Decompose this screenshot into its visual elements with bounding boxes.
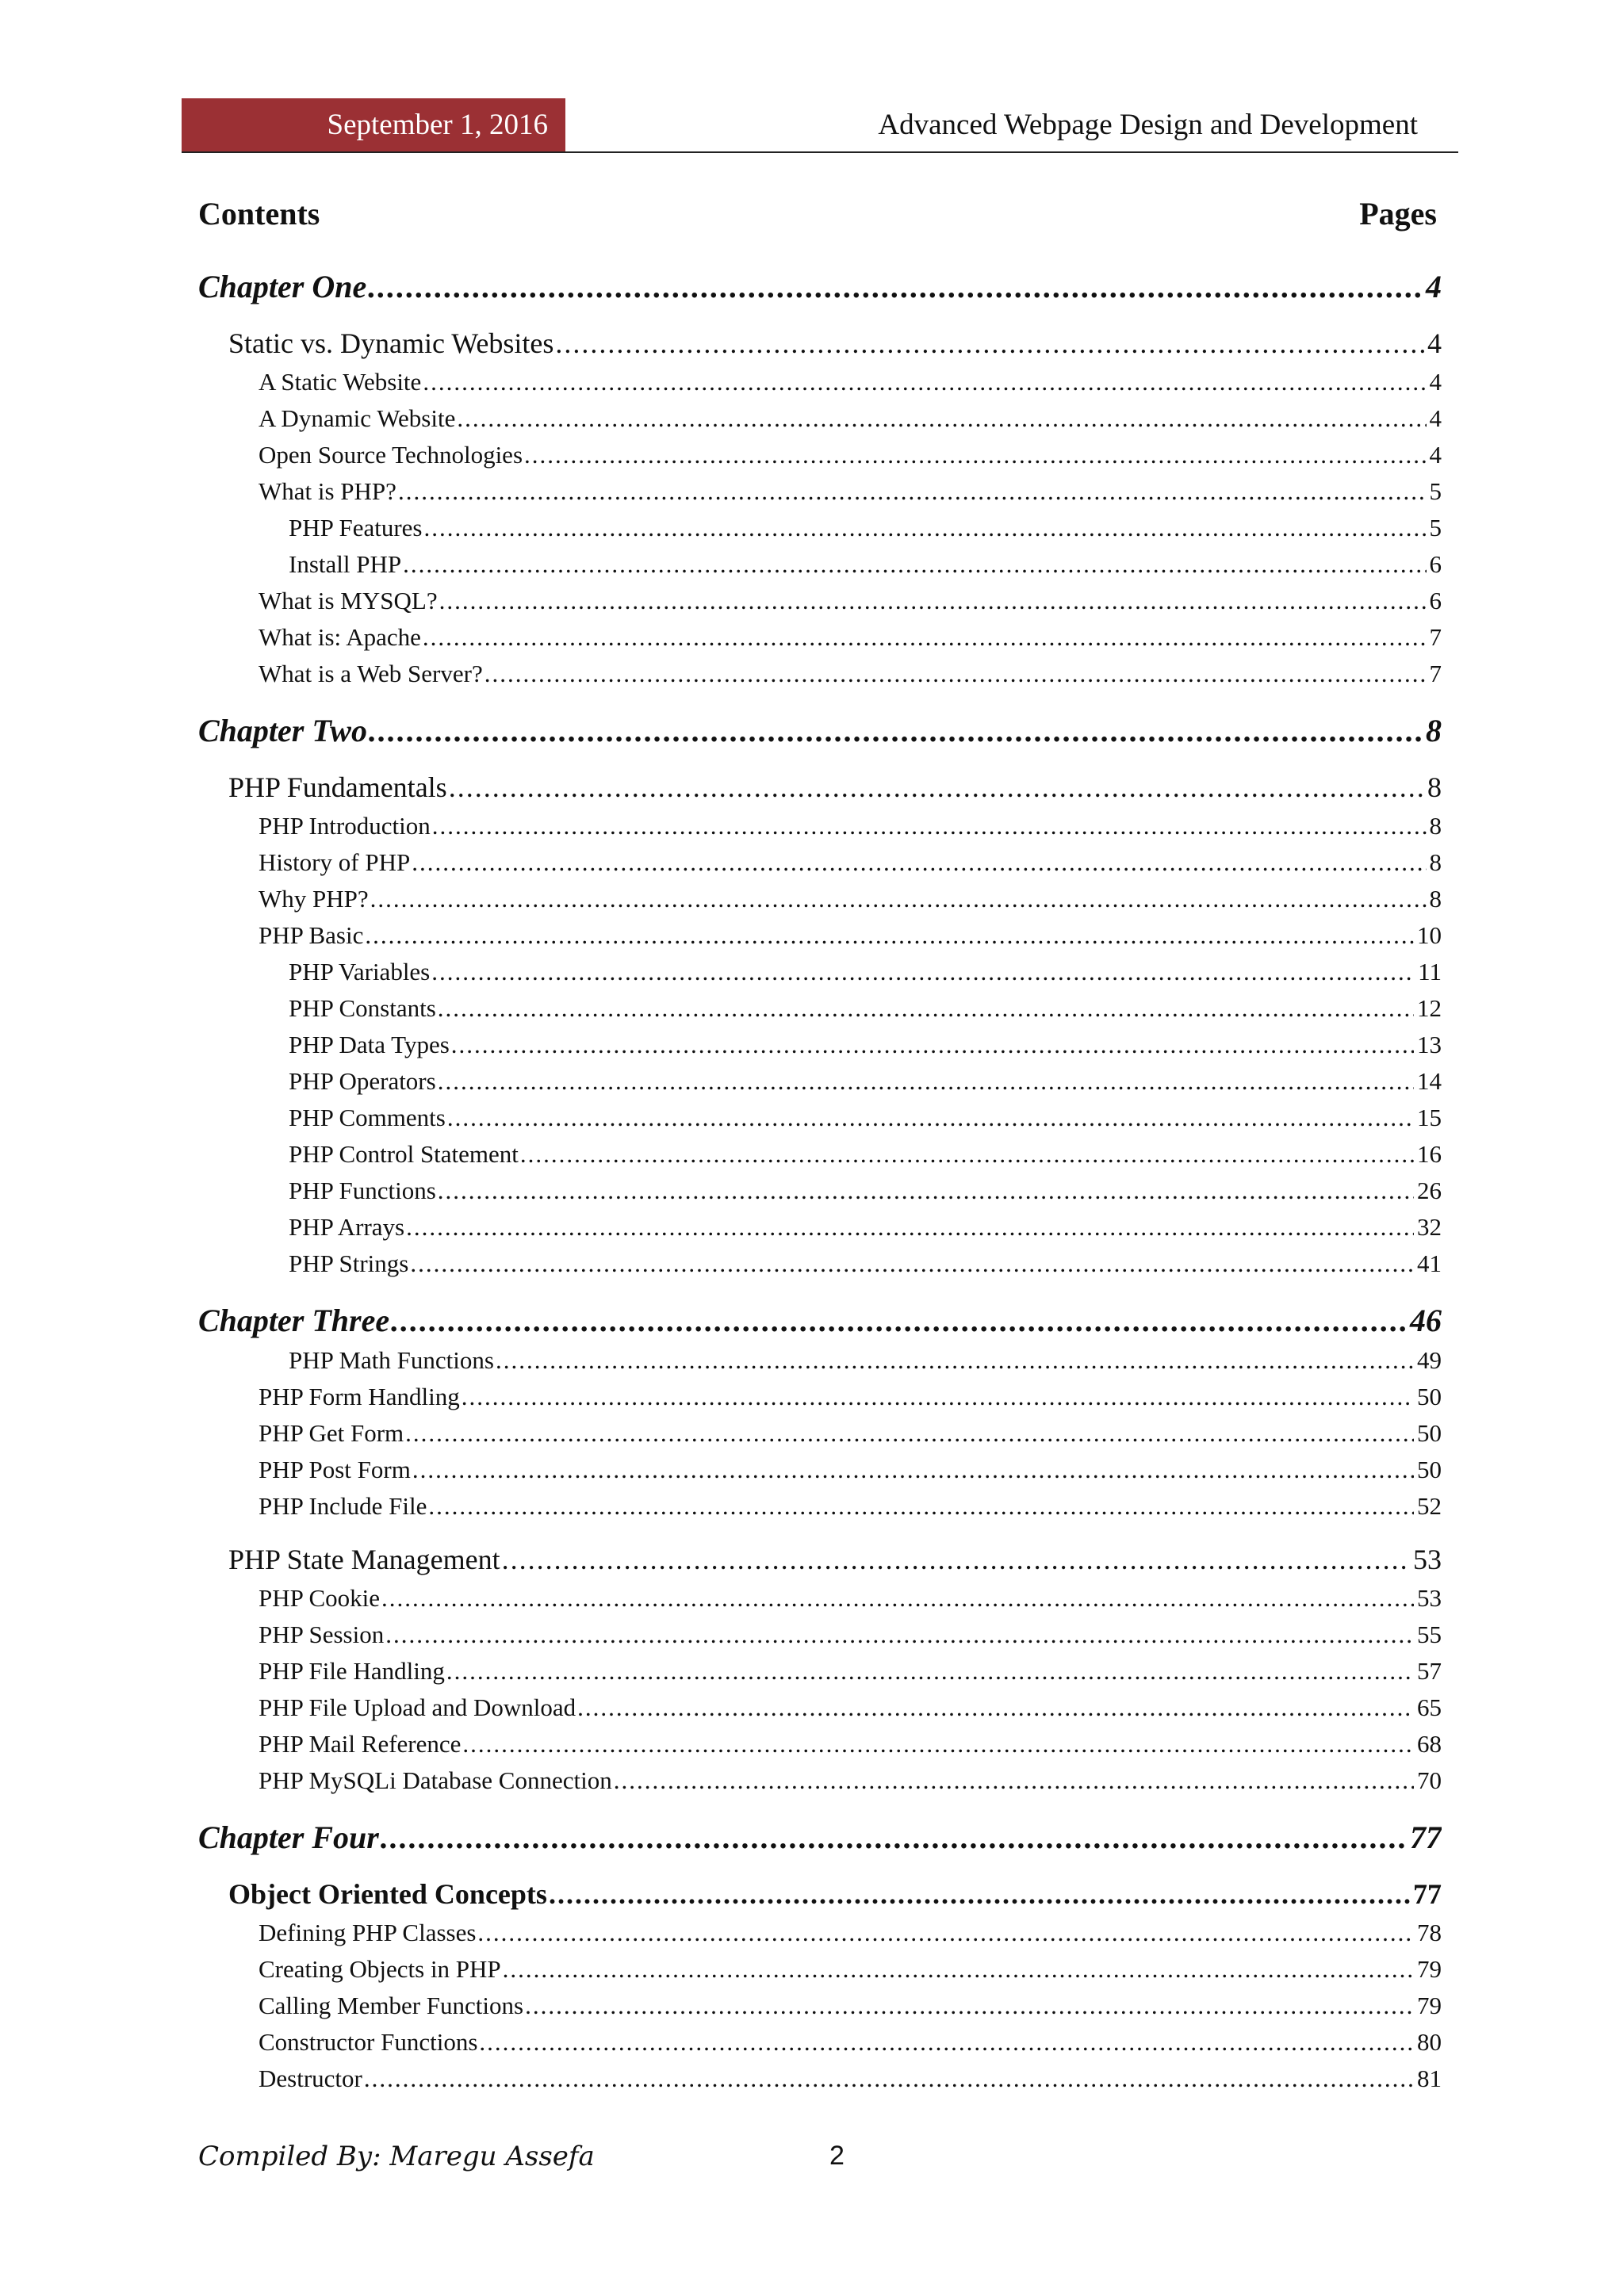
toc-php-math-functions[interactable]: PHP Math Functions ..... 49 — [198, 1346, 1442, 1375]
toc-chapter-one[interactable]: Chapter One ..... 4 — [198, 268, 1442, 305]
toc-php-control-statement[interactable]: PHP Control Statement ..... 16 — [198, 1140, 1442, 1169]
toc-php-file-upload[interactable]: PHP File Upload and Download ..... 65 — [198, 1693, 1442, 1722]
contents-label: Contents — [198, 196, 320, 232]
toc-object-oriented-concepts[interactable]: Object Oriented Concepts ..... 77 — [198, 1877, 1442, 1911]
toc-php-fundamentals[interactable]: PHP Fundamentals ..... 8 — [198, 771, 1442, 804]
toc-static-website[interactable]: A Static Website ..... 4 — [198, 368, 1442, 396]
toc-php-data-types[interactable]: PHP Data Types ..... 13 — [198, 1031, 1442, 1059]
toc-install-php[interactable]: Install PHP ..... 6 — [198, 550, 1442, 579]
toc-chapter-four[interactable]: Chapter Four ..... 77 — [198, 1819, 1442, 1856]
toc-php-variables[interactable]: PHP Variables ..... 11 — [198, 958, 1442, 986]
toc-what-is-apache[interactable]: What is: Apache ..... 7 — [198, 623, 1442, 652]
toc-defining-php-classes[interactable]: Defining PHP Classes ..... 78 — [198, 1919, 1442, 1947]
header-title: Advanced Webpage Design and Development — [878, 109, 1418, 141]
toc-php-include-file[interactable]: PHP Include File ..... 52 — [198, 1492, 1442, 1521]
toc-why-php[interactable]: Why PHP? ..... 8 — [198, 885, 1442, 913]
header-date: September 1, 2016 — [182, 98, 565, 152]
toc-php-strings[interactable]: PHP Strings ..... 41 — [198, 1249, 1442, 1278]
footer-page-number: 2 — [829, 2141, 845, 2171]
toc-chapter-three[interactable]: Chapter Three ..... 46 — [198, 1302, 1442, 1339]
toc-php-constants[interactable]: PHP Constants ..... 12 — [198, 994, 1442, 1023]
toc-php-get-form[interactable]: PHP Get Form ..... 50 — [198, 1419, 1442, 1448]
toc-php-post-form[interactable]: PHP Post Form ..... 50 — [198, 1456, 1442, 1484]
toc-static-vs-dynamic[interactable]: Static vs. Dynamic Websites ..... 4 — [198, 327, 1442, 360]
toc-php-features[interactable]: PHP Features ..... 5 — [198, 514, 1442, 542]
toc-what-is-php[interactable]: What is PHP? ..... 5 — [198, 477, 1442, 506]
toc-php-introduction[interactable]: PHP Introduction ..... 8 — [198, 812, 1442, 840]
toc-php-cookie[interactable]: PHP Cookie ..... 53 — [198, 1584, 1442, 1613]
toc-what-is-mysql[interactable]: What is MYSQL? ..... 6 — [198, 587, 1442, 615]
toc-php-arrays[interactable]: PHP Arrays ..... 32 — [198, 1213, 1442, 1242]
toc-constructor-functions[interactable]: Constructor Functions ..... 80 — [198, 2028, 1442, 2057]
toc-php-state-management[interactable]: PHP State Management ..... 53 — [198, 1543, 1442, 1576]
toc-calling-member-functions[interactable]: Calling Member Functions ..... 79 — [198, 1992, 1442, 2020]
toc-php-operators[interactable]: PHP Operators ..... 14 — [198, 1067, 1442, 1096]
toc-php-form-handling[interactable]: PHP Form Handling ..... 50 — [198, 1383, 1442, 1411]
toc-chapter-two[interactable]: Chapter Two ..... 8 — [198, 712, 1442, 749]
toc-dynamic-website[interactable]: A Dynamic Website ..... 4 — [198, 404, 1442, 433]
toc-php-mysqli[interactable]: PHP MySQLi Database Connection ..... 70 — [198, 1766, 1442, 1795]
toc-php-mail-reference[interactable]: PHP Mail Reference ..... 68 — [198, 1730, 1442, 1758]
pages-label: Pages — [1359, 196, 1437, 232]
toc-open-source[interactable]: Open Source Technologies ..... 4 — [198, 441, 1442, 469]
table-of-contents — [198, 0, 1442, 2296]
toc-creating-objects[interactable]: Creating Objects in PHP ..... 79 — [198, 1955, 1442, 1984]
toc-destructor[interactable]: Destructor ..... 81 — [198, 2064, 1442, 2093]
toc-history-of-php[interactable]: History of PHP ..... 8 — [198, 848, 1442, 877]
toc-php-file-handling[interactable]: PHP File Handling ..... 57 — [198, 1657, 1442, 1686]
toc-php-functions[interactable]: PHP Functions ..... 26 — [198, 1177, 1442, 1205]
toc-php-basic[interactable]: PHP Basic ..... 10 — [198, 921, 1442, 950]
toc-web-server[interactable]: What is a Web Server? ..... 7 — [198, 660, 1442, 688]
toc-php-session[interactable]: PHP Session ..... 55 — [198, 1621, 1442, 1649]
footer-author: Compiled By: Maregu Assefa — [198, 2141, 595, 2172]
toc-php-comments[interactable]: PHP Comments ..... 15 — [198, 1104, 1442, 1132]
